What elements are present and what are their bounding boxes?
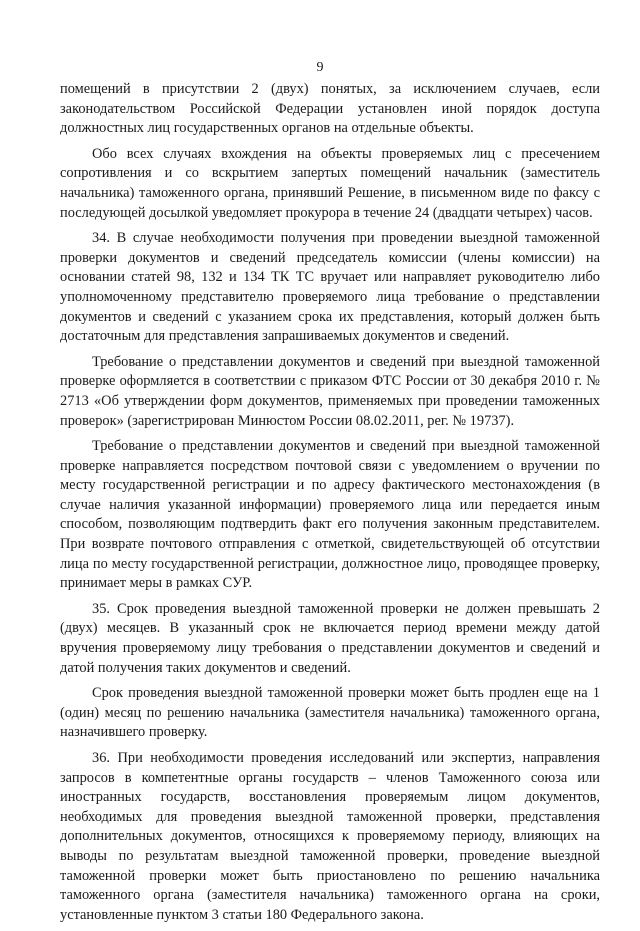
paragraph-continuation: помещений в присутствии 2 (двух) понятых, за исключением случаев, если законодательством Российской Федерации установлен иной порядок доступа должностных лиц государственных органов на отдельные объекты. <box>60 81 600 137</box>
paragraph-item-35: 35. Срок проведения выездной таможенной проверки не должен превышать 2 (двух) месяцев. В указанный срок не включается период времени между датой вручения проверяемому лицу требования о представлении документов и сведений и датой получения таких документов и сведений. <box>60 600 600 676</box>
paragraph-extension: Срок проведения выездной таможенной проверки может быть продлен еще на 1 (один) месяц по решению начальника (заместителя начальника) таможенного органа, назначившего проверку. <box>60 685 600 741</box>
page-number: 9 <box>316 60 324 75</box>
paragraph-item-36: 36. При необходимости проведения исследований или экспертиз, направления запросов в компетентные органы государств – членов Таможенного союза или иностранных государств, восстановления проверяемым лицом документов, необходимых для проведения выездной таможенной проверки, представления дополнительных документов, относящихся к проверяемому периоду, влияющих на выводы по результатам выездной таможенной проверки, проведение выездной таможенной проверки может быть приостановлено по решению начальника таможенного органа (заместителя начальника) таможенного органа на сроки, установленные пунктом 3 статьи 180 Федерального закона. <box>60 750 600 923</box>
document-body <box>60 80 600 931</box>
paragraph-notification-prosecutor: Обо всех случаях вхождения на объекты проверяемых лиц с пресечением сопротивления и со вскрытием запертых помещений начальник (заместитель начальника) таможенного органа, принявший Решение, в письменном виде по факсу с последующей досылкой уведомляет прокурора в течение 24 (двадцати четырех) часов. <box>60 145 600 221</box>
paragraph-item-34: 34. В случае необходимости получения при проведении выездной таможенной проверки документов и сведений председатель комиссии (члены комиссии) на основании статей 98, 132 и 134 ТК ТС вручает или направляет руководителю либо уполномоченному представителю проверяемого лица требование о представлении документов и сведений с указанием срока их представления, который должен быть достаточным для представления запрашиваемых документов и сведений. <box>60 230 600 345</box>
paragraph-requirement-form: Требование о представлении документов и сведений при выездной таможенной проверке оформляется в соответствии с приказом ФТС России от 30 декабря 2010 г. № 2713 «Об утверждении форм документов, применяемых при проведении таможенных проверок» (зарегистрирован Минюстом России 08.02.2011, рег. № 19737). <box>60 353 600 429</box>
paragraph-requirement-delivery: Требование о представлении документов и сведений при выездной таможенной проверке направляется посредством почтовой связи с уведомлением о вручении по месту государственной регистрации и по адресу фактического местонахождения (в случае наличия указанной информации) проверяемого лица или передается иным способом, позволяющим подтвердить факт его получения законным представителем. При возврате почтового отправления с отметкой, свидетельствующей об отсутствии лица по месту государственной регистрации, должностное лицо, проводящее проверку, принимает меры в рамках СУР. <box>60 438 600 592</box>
